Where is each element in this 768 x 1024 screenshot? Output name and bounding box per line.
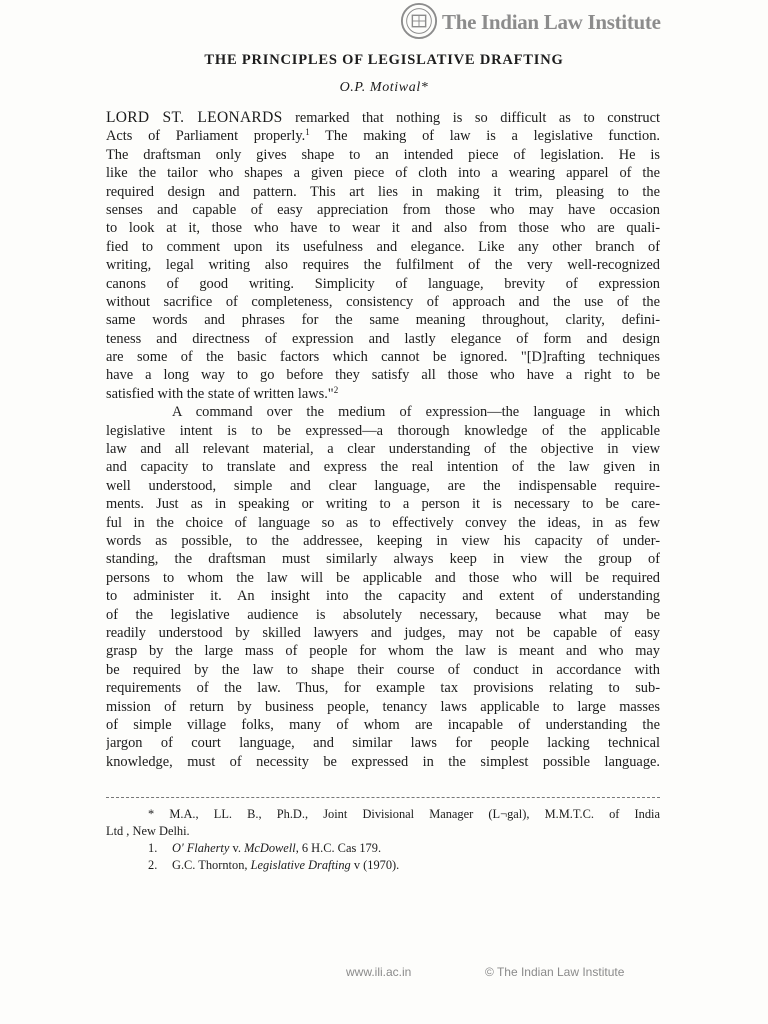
body-line: ments. Just as in speaking or writing to a person it is necessary to be care-: [106, 496, 660, 513]
footnote-divider: [106, 797, 660, 798]
footer-copyright: © The Indian Law Institute: [485, 965, 625, 979]
body-line: words as possible, to the addressee, keeping in view his capacity of under-: [106, 532, 660, 549]
body-line: A command over the medium of expression—the language in which: [172, 404, 660, 421]
footnote-2: 2. G.C. Thornton, Legislative Drafting v (1970).: [148, 858, 400, 872]
body-line: senses and capable of easy appreciation from those who may have occasion: [106, 201, 660, 218]
body-line: be required by the law to shape their course of conduct in accordance with: [106, 661, 660, 678]
footnote-ref-2[interactable]: 2: [333, 384, 339, 395]
body-line: grasp by the large mass of people for whom the law is meant and who may: [106, 643, 660, 660]
body-line: to look at it, those who have to wear it and also from those who are quali-: [106, 220, 660, 237]
body-line: without sacrifice of completeness, consistency of approach and the use of the: [106, 293, 660, 310]
body-line: fied to comment upon its usefulness and elegance. Like any other branch of: [106, 238, 660, 255]
body-line: well understood, simple and clear language, are the indispensable require-: [106, 477, 660, 494]
body-line: like the tailor who shapes a given piece of cloth into a wearing apparel of the: [106, 165, 660, 182]
body-line: teness and directness of expression and lastly elegance of form and design: [106, 330, 660, 347]
body-line: satisfied with the state of written laws."$^2$: [106, 384, 339, 402]
body-line: writing, legal writing also requires the fulfilment of the very well-recognized: [106, 257, 660, 274]
body-line: requirements of the law. Thus, for example tax provisions relating to sub-: [106, 680, 660, 697]
article-author: O.P. Motiwal*: [339, 80, 429, 95]
article-title: THE PRINCIPLES OF LEGISLATIVE DRAFTING: [204, 52, 564, 68]
body-line: of simple village folks, many of whom are incapable of understanding the: [106, 716, 660, 733]
body-line: mission of return by business people, tenancy laws applicable to large masses: [106, 698, 660, 715]
institute-watermark: [400, 2, 661, 40]
footnote-author-cont: Ltd , New Delhi.: [106, 824, 190, 838]
body-line: canons of good writing. Simplicity of language, brevity of expression: [106, 275, 660, 292]
body-line: legislative intent is to be expressed—a thorough knowledge of the applicable: [106, 422, 660, 439]
body-line: same words and phrases for the same meaning throughout, clarity, defini-: [106, 312, 660, 329]
body-line: jargon of court language, and similar laws for people lacking technical: [106, 735, 660, 752]
body-line: ful in the choice of language so as to effectively convey the ideas, in as few: [106, 514, 660, 531]
body-line: and capacity to translate and express the real intention of the law given in: [106, 459, 660, 476]
footnote-1: 1. O' Flaherty v. McDowell, 6 H.C. Cas 179.: [148, 841, 382, 855]
body-line: persons to whom the law will be applicable and those who will be required: [106, 569, 660, 586]
lead-caps: LORD ST. LEONARDS: [106, 109, 283, 126]
watermark-text: The Indian Law Institute: [442, 9, 661, 34]
footnote-author: * M.A., LL. B., Ph.D., Joint Divisional Manager (L¬gal), M.M.T.C. of India: [148, 807, 660, 821]
institute-seal-icon: [400, 2, 438, 40]
body-line: law and all relevant material, a clear understanding of the objective in view: [106, 441, 660, 458]
footnotes: [106, 806, 660, 874]
body-line: Acts of Parliament properly.$^1$ The making of law is a legislative function.: [106, 127, 660, 145]
footnote-ref-1[interactable]: 1: [305, 127, 310, 138]
body-line: required design and pattern. This art lies in making it trim, pleasing to the: [106, 183, 660, 200]
footer-site-link[interactable]: www.ili.ac.in: [346, 965, 412, 979]
body-line: are some of the basic factors which cannot be ignored. "[D]rafting techniques: [106, 349, 660, 366]
body-line: standing, the draftsman must similarly always keep in view the group of: [106, 551, 660, 568]
body-line: LORD ST. LEONARDS remarked that nothing is so difficult as to construct: [106, 109, 660, 126]
article-body: [106, 109, 660, 771]
body-line: to administer it. An insight into the capacity and extent of understanding: [106, 588, 660, 605]
body-line: have a long way to go before they satisfy all those who have a right to be: [106, 367, 660, 384]
body-line: knowledge, must of necessity be expressed in the simplest possible language.: [106, 753, 660, 770]
body-line: The draftsman only gives shape to an intended piece of legislation. He is: [106, 146, 660, 163]
body-line: of the legislative audience is absolutely necessary, because what may be: [106, 606, 660, 623]
body-line: readily understood by skilled lawyers and judges, may not be capable of easy: [106, 624, 660, 641]
